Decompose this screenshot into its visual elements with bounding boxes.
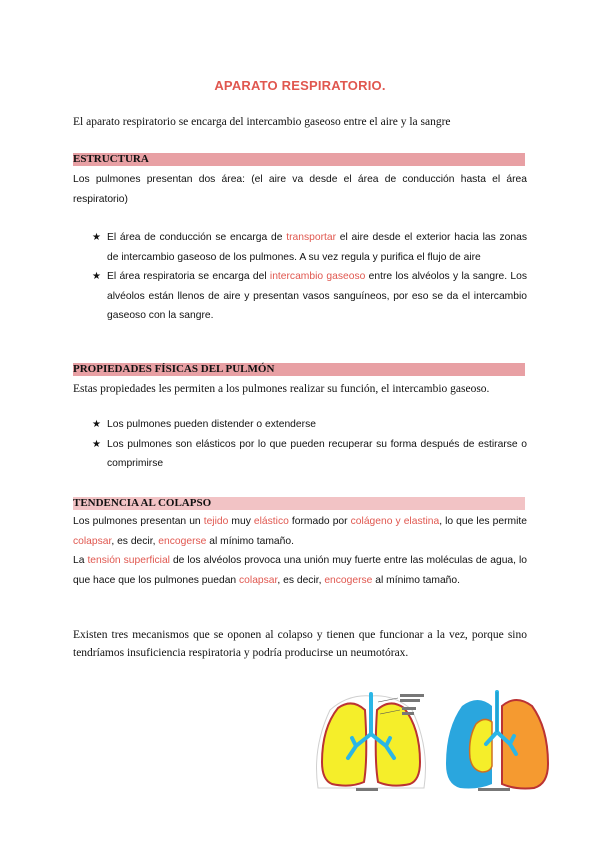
highlighted-term: elástico: [253, 516, 289, 527]
highlighted-term: transportar: [286, 232, 337, 243]
list-item: ★ Los pulmones son elásticos por lo que pueden recuperar su forma después de estirarse o comprimirse: [92, 435, 527, 474]
star-bullet-icon: ★: [92, 419, 101, 430]
star-bullet-icon: ★: [92, 232, 101, 243]
list-item: ★ El área respiratoria se encarga del intercambio gaseoso entre los alvéolos y la sangre. Los alvéolos están llenos de aire y presentan vasos sanguíneos, por eso se da el intercambio gaseoso con la sangre.: [92, 267, 527, 326]
highlighted-term: encogerse: [324, 575, 373, 586]
closing-paragraph: Existen tres mecanismos que se oponen al colapso y tienen que funcionar a la vez, porque sino tendríamos insuficiencia respiratoria y podría producirse un neumotórax.: [73, 629, 527, 659]
intro-paragraph: El aparato respiratorio se encarga del intercambio gaseoso entre el aire y la sangre: [73, 116, 451, 128]
section-heading-tendencia: TENDENCIA AL COLAPSO: [73, 497, 525, 510]
tendencia-paragraph-2: La tensión superficial de los alvéolos provoca una unión muy fuerte entre las moléculas de agua, lo que hace que los pulmones puedan colapsar, es decir, encogerse al mínimo tamaño.: [73, 555, 528, 586]
highlighted-term: colágeno y elastina: [350, 516, 440, 527]
list-item: ★ El área de conducción se encarga de transportar el aire desde el exterior hacia las zonas de intercambio gaseoso de los pulmones. A su vez regula y purifica el flujo de aire: [92, 228, 527, 267]
star-bullet-icon: ★: [92, 438, 101, 450]
list-item: ★ Los pulmones pueden distender o extenderse: [92, 415, 527, 435]
highlighted-term: tensión superficial: [87, 555, 170, 566]
highlighted-term: colapsar: [239, 575, 278, 586]
section-heading-estructura: ESTRUCTURA: [73, 153, 525, 166]
section-heading-propiedades: PROPIEDADES FÍSICAS DEL PULMÓN: [73, 363, 525, 376]
tendencia-paragraph-1: Los pulmones presentan un tejido muy elástico formado por colágeno y elastina, lo que les permite colapsar, es decir, encogerse al mínimo tamaño.: [73, 516, 527, 547]
highlighted-term: tejido: [203, 516, 229, 527]
normal-lungs-illustration: [308, 688, 434, 794]
highlighted-term: intercambio gaseoso: [269, 271, 366, 282]
highlighted-term: colapsar: [73, 536, 112, 547]
propiedades-paragraph: Estas propiedades les permiten a los pulmones realizar su función, el intercambio gaseoso.: [73, 383, 490, 395]
star-bullet-icon: ★: [92, 271, 101, 282]
propiedades-bullet-list: [92, 415, 527, 474]
page-title: APARATO RESPIRATORIO.: [214, 78, 386, 93]
highlighted-term: encogerse: [158, 536, 207, 547]
estructura-paragraph: Los pulmones presentan dos área: (el aire va desde el área de conducción hasta el área respiratorio): [73, 174, 527, 205]
collapsed-lung-illustration: [442, 688, 552, 794]
estructura-bullet-list: [92, 228, 527, 326]
